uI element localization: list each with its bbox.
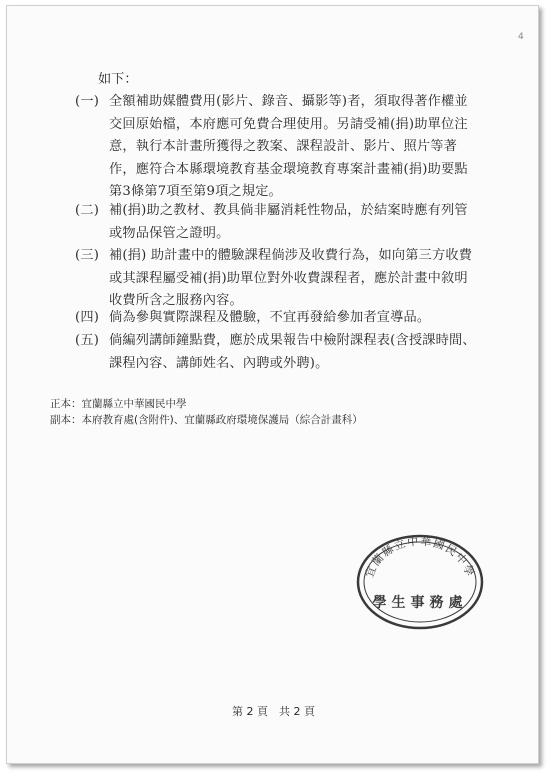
list-item-5 <box>75 330 480 375</box>
item-text: 全額補助媒體費用(影片、錄音、攝影等)者，須取得著作權並交回原始檔，本府應可免費合理使用。另請受補(捐)助單位注意，執行本計畫所獲得之教案、課程設計、影片、照片等著作，應符合本縣環境教育基金環境教育專案計畫補(捐)助要點第3條第7項至第9項之規定。 <box>109 94 468 199</box>
item-label: (三) <box>75 248 100 263</box>
item-text: 補(捐)助之教材、教具倘非屬消耗性物品，於結案時應有列管或物品保管之證明。 <box>109 203 468 241</box>
item-label: (一) <box>75 94 100 109</box>
item-label: (五) <box>75 333 100 348</box>
item-text: 倘為參與實際課程及體驗，不宜再發給參加者宣導品。 <box>109 310 431 325</box>
list-item-4 <box>75 307 480 330</box>
intro-text: 如下： <box>98 72 138 87</box>
list-item-1 <box>75 91 480 204</box>
stamp-inner-text: 學生事務處 <box>372 595 468 611</box>
corner-mark: 4 <box>518 32 524 42</box>
item-label: (二) <box>75 203 100 218</box>
item-label: (四) <box>75 310 100 325</box>
distribution-original: 正本：宜蘭縣立中華國民中學 <box>50 398 187 410</box>
page-number: 第 2 頁 共 2 頁 <box>232 705 315 718</box>
item-text: 補(捐) 助計畫中的體驗課程倘涉及收費行為，如向第三方收費或其課程屬受補(捐)助單位對外收費課程者，應於計畫中敘明收費所含之服務內容。 <box>109 248 473 308</box>
stamp-outer-text: 宜蘭縣立中華國民中學 <box>362 534 478 580</box>
distribution-copy: 副本：本府教育處(含附件)、宜蘭縣政府環境保護局（綜合計畫科） <box>50 414 363 426</box>
list-item-3 <box>75 245 480 313</box>
item-text: 倘編列講師鐘點費，應於成果報告中檢附課程表(含授課時間、課程內容、講師姓名、內聘或外聘)。 <box>109 333 476 371</box>
school-office-stamp <box>350 527 490 632</box>
list-item-2 <box>75 200 480 245</box>
